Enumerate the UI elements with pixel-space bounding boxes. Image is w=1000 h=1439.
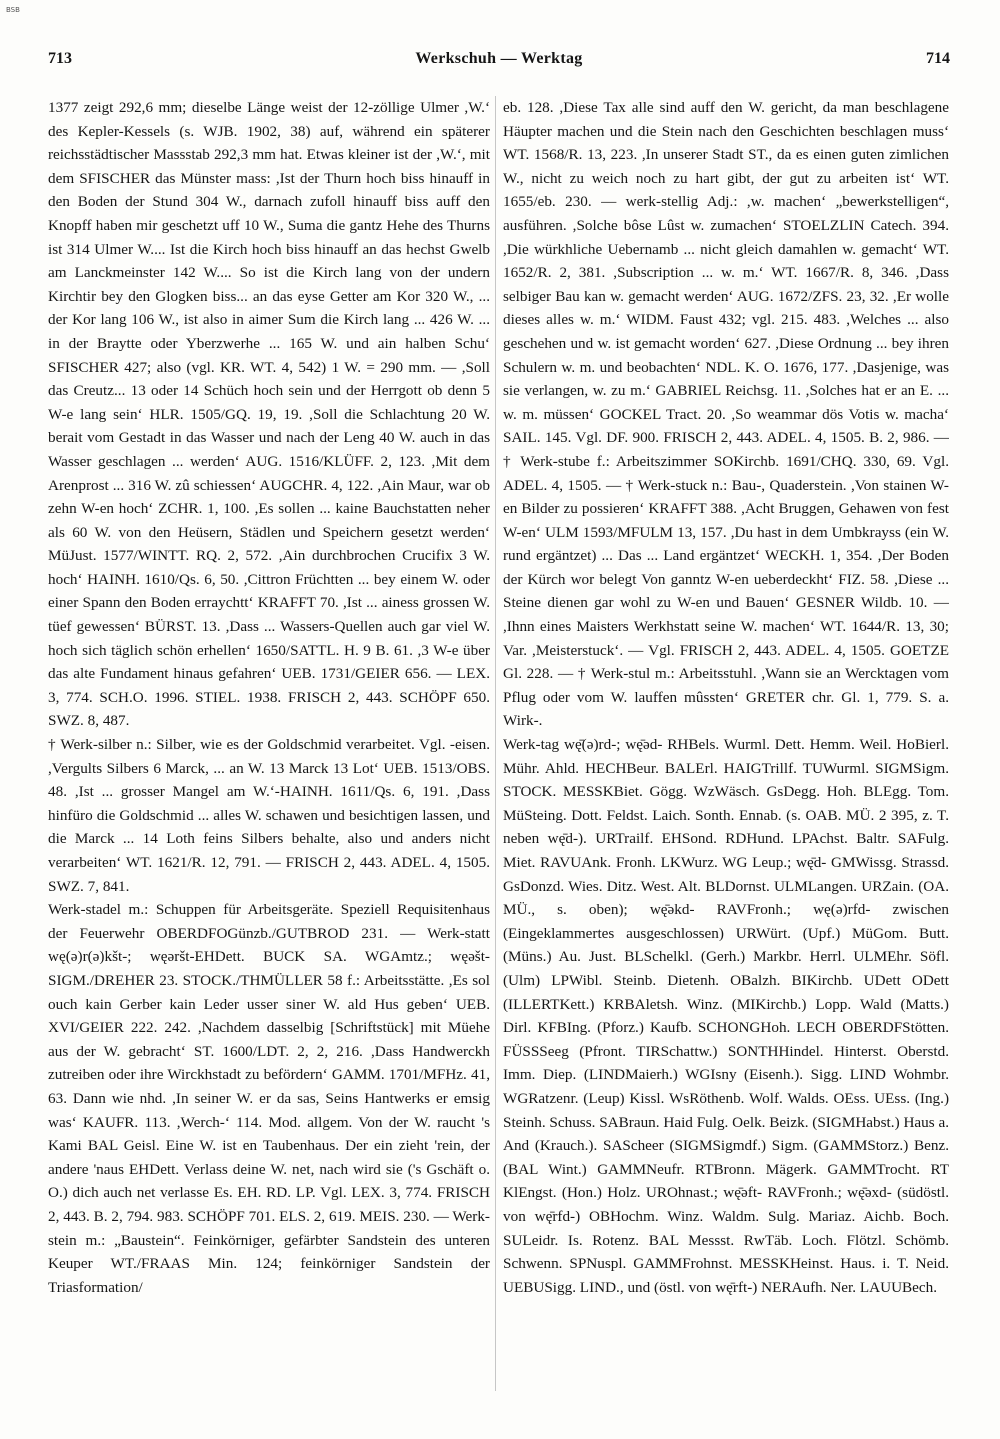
running-title: Werkschuh — Werktag: [415, 50, 583, 67]
page-header: [48, 50, 950, 74]
entry-werk-silber: † Werk-silber n.: Silber, wie es der Goldschmid verarbeitet. Vgl. -eisen. ,Vergults Silbers 6 Marck, ... an W. 13 Marck 13 Lot‘ UEB. 1513/OBS. 48. ,Ist ... grosser Mangel am W.‘-HAINH. 1611/Qs. 6, 191. ,Dass hinfüro die Goldschmid ... alles W. schawen und besichtigen lassen, und die Marck ... 14 Loth feins Silbers behalte, also und anders nicht verarbeiten‘ WT. 1621/R. 12, 791. — FRISCH 2, 443. ADEL. 4, 1505. SWZ. 7, 841.: [48, 736, 490, 895]
entry-werk-stadel: Werk-stadel m.: Schuppen für Arbeitsgeräte. Speziell Requisitenhaus der Feuerwehr OBERDFOGünzb./GUTBROD 231. — Werk-statt wę(ə)r(ə)kšt-; węəršt-EHDett. BUCK SA. WGAmtz.; węəšt- SIGM./DREHER 23. STOCK./THMÜLLER 58 f.: Arbeitsstätte. ,Es sol ouch kain Gerber kain Leder usser siner W. ald Hus geben‘ UEB. XVI/GEIER 222. 242. ,Nachdem dasselbig [Schriftstück] mit Müehe aus der W. gebracht‘ ST. 1600/LDT. 2, 2, 216. ,Dass Handwerckh zutreiben oder ihre Wirckhstadt zu befördern‘ GAMM. 1701/MFHz. 41, 63. Dann wie nhd. ,In seiner W. er da sas, Seins Hantwerks er emsig was‘ KAUFR. 113. ,Werch-‘ 114. Mod. allgem. Von der W. raucht 's Kami BAL Geisl. Eine W. ist en Taubenhaus. Der ein zieht 'rein, der andere 'naus EHDett. Verlass deine W. net, nach wird sie ('s Gschäft o. O.) dich auch net verlasse Es. EH. RD. LP. Vgl. LEX. 3, 774. FRISCH 2, 443. B. 2, 794. 983. SCHÖPF 701. ELS. 2, 619. MEIS. 230. — Werk-stein m.: „Baustein“. Feinkörniger, gefärbter Sandstein des unteren Keuper WT./FRAAS Min. 124; feinkörniger Sandstein der Triasformation/: [48, 901, 490, 1296]
left-column: [48, 96, 490, 1391]
entry-werkschuh-continuation: 1377 zeigt 292,6 mm; dieselbe Länge weist der 12-zöllige Ulmer ,W.‘ des Kepler-Kessels (s. WJB. 1902, 38) auf, während ein späterer reichsstädtischer Massstab 292,3 mm hat. Etwas kleiner ist der ,W.‘, mit dem SFISCHER das Münster mass: ,Ist der Thurn hoch biss hinauff in den Boden der Stund 304 W., darnach zufoll hinauff biss auff den Knopff haben mir geschetzt uff 10 W., Suma die gantz Hehe des Thurns ist 314 Ulmer W.... Ist die Kirch hoch biss hinauff an das hechst Gwelb am Lanckmeinster 142 W.... So ist die Kirch lang von der undern Kirchtir bey den Glogken biss... an das eyse Getter am Kor 320 W., ... der Kor lang 106 W., ist also in aimer Sum die Kirch lang ... 426 W. ... in der Braytte oder Yberzwerhe ... 165 W. und ain halben Schu‘ SFISCHER 427; also (vgl. KR. WT. 4, 542) 1 W. = 290 mm. — ,Soll das Creutz... 13 oder 14 Schüch hoch sein und der Herrgott ob denn 5 W-e lang sein‘ HLR. 1505/GQ. 19, 19. ,Soll die Schlachtung 20 W. berait vom Gestadt in das Wasser und nach der Leng 40 W. auch in das Wasser geschlagen ... werden‘ AUG. 1516/KLÜFF. 2, 123. ,Mit dem Arenprost ... 316 W. zû schiessen‘ AUGCHR. 4, 122. ,Ain Maur, war ob zehn W-en hoch‘ ZCHR. 1, 100. ,Es sollen ... kaine Bauchstatten neher als 60 W. von den Heüsern, Städlen und Speichern gesetzt werden‘ MüJust. 1577/WINTT. RQ. 2, 572. ,Ain durchbrochen Crucifix 3 W. hoch‘ HAINH. 1610/Qs. 6, 50. ,Cittron Früchtten ... bey einem W. oder einer Spann den Boden erraychtt‘ KRAFFT 70. ,Ist ... ainess grossen W. tüef gewessen‘ BÜRST. 13. ,Dass ... Wassers-Quellen auch gar viel W. hoch sich täglich schön erhellen‘ 1650/SATTL. H. 9 B. 61. ,3 W-e über das alte Fundament hinaus gefahren‘ UEB. 1731/GEIER 656. — LEX. 3, 774. SCH.O. 1996. STIEL. 1938. FRISCH 2, 443. SCHÖPF 650. SWZ. 8, 487.: [48, 99, 490, 730]
page-number-right: 714: [926, 50, 950, 67]
page-number-left: 713: [48, 50, 72, 67]
entry-werk-tag: Werk-tag wę̄(ə)rd-; wę̄əd- RHBels. Wurml. Dett. Hemm. Weil. HoBierl. Mühr. Ahld. HECHBeur. BALErl. HAIGTrillf. TUWurml. SIGMSigm. STOCK. MESSKBiet. Gögg. WzWäsch. GsDegg. Hoh. BLEgg. Tom. MüSteing. Dott. Feldst. Laich. Sonth. Ennab. (s. OAB. MÜ. 2 395, z. T. neben wę̄d-). URTrailf. EHSond. RDHund. LPAchst. Baltr. SAFulg. Miet. RAVUAnk. Fronh. LKWurz. WG Leup.; wę̄d- GMWissg. Strassd. GsDonzd. Wies. Ditz. West. Alt. BLDornst. ULMLangen. URZain. (OA. MÜ., s. oben); wę̄əkd- RAVFronh.; wę(ə)rfd- zwischen (Eingeklammertes ausgeschlossen) URWürt. (Upf.) MüGom. Butt. (Müns.) Au. Just. BLSchelkl. (Gerh.) Markbr. Herrl. ULMEhr. Söfl. (Ulm) LPWibl. Steinb. Dietenh. OBalzh. BIKirchb. UDett ODett (ILLERTKett.) KRBAletsh. Winz. (MIKirchb.) Lopp. Wald (Matts.) Dirl. KFBIng. (Pforz.) Kaufb. SCHONGHoh. LECH OBERDFStötten. FÜSSSeeg (Pfront. TIRSchattw.) SONTHHindel. Hinterst. Oberstd. Imm. Diep. (LINDMaierh.) WGIsny (Eisenh.). Sigg. LIND Wohmbr. WGRatzenr. (Leup) Kissl. WsRöthenb. Wolf. Walds. OEss. UEss. (Ing.) Steinh. Schuss. SABraun. Haid Fulg. Oelk. Beizk. (SIGMHabst.) Haus a. And (Krauch.). SAScheer (SIGMSigmdf.) Sigm. (GAMMStorz.) Benz. (BAL Wint.) GAMMNeufr. RTBronn. Mägerk. GAMMTrocht. RT KlEngst. (Hon.) Holz. UROhnast.; wę̄əft- RAVFronh.; wę̄əxd- (südöstl. von wę̄rfd-) OBHochm. Winz. Waldm. Sulg. Mariaz. Aichb. Boch. SULeidr. Is. Rotenz. BAL Messst. RwTäb. Loch. Flötzl. Schömb. Schwenn. SPNuspl. GAMMFrohnst. MESSKHeinst. Haus. i. T. Neid. UEBUSigg. LIND., und (östl. von wę̄rft-) NERAufh. Ner. LAUUBech.: [503, 736, 949, 1296]
right-column: [503, 96, 949, 1391]
entry-werkstein-continuation: eb. 128. ,Diese Tax alle sind auff den W. gericht, da man beschlagene Häupter machen und die Stein nach den Geschichten beschlagen muss‘ WT. 1568/R. 13, 223. ,In unserer Stadt ST., da es einen guten zimlichen W., nicht zu weich noch zu hart gibt, der gut zu arbeiten ist‘ WT. 1655/eb. 230. — werk-stellig Adj.: ,w. machen‘ „bewerkstelligen“, ausführen. ,Solche bôse Lûst w. zumachen‘ STOELZLIN Catech. 394. ,Die würkhliche Uebernamb ... nicht gleich damahlen w. gemacht‘ WT. 1652/R. 2, 381. ,Subscription ... w. m.‘ WT. 1667/R. 8, 346. ,Dass selbiger Bau kan w. gemacht werden‘ AUG. 1672/ZFS. 23, 32. ,Er wolle dieses alles w. m.‘ WIDM. Faust 432; vgl. 215. 483. ,Welches ... also geschehen und w. ist gemacht worden‘ 627. ,Diese Ordnung ... bey ihren Schulern w. m. und beobachten‘ NDL. K. O. 1676, 177. ,Dasjenige, was sie verlangen, w. zu m.‘ GABRIEL Reichsg. 11. ,Solches hat er an E. ... w. m. müssen‘ GOCKEL Tract. 20. ,So weammar dös Votis w. macha‘ SAIL. 145. Vgl. DF. 900. FRISCH 2, 443. ADEL. 4, 1505. B. 2, 986. — † Werk-stube f.: Arbeitszimmer SOKirchb. 1691/CHQ. 330, 69. Vgl. ADEL. 4, 1505. — † Werk-stuck n.: Bau-, Quaderstein. ,Von stainen W-en Bilder zu possieren‘ KRAFFT 388. ,Acht Bruggen, Gehawen von fest W-en‘ ULM 1593/MFULM 13, 157. ,Du hast in dem Umbkrayss (ein W. rund ergäntzet) ... Das ... Land ergäntzet‘ WECKH. 1, 354. ,Der Boden der Kürch wor belegt Von ganntz W-en ueberdeckht‘ FIZ. 58. ,Diese ... Steine dienen gar wohl zu W-en und Bauen‘ GESNER Wildb. 10. — ,Ihnn eines Maisters Werkhstatt seine W. machen‘ WT. 1644/R. 13, 30; Var. ,Meisterstuck‘. — Vgl. FRISCH 2, 443. ADEL. 4, 1505. GOETZE Gl. 228. — † Werk-stul m.: Arbeitsstuhl. ,Wann sie an Wercktagen vom Pflug oder vom W. lauffen mûssten‘ GRETER chr. Gl. 1, 779. S. a. Wirk-.: [503, 99, 949, 730]
library-stamp: BSB: [6, 6, 20, 14]
column-divider: [495, 96, 496, 1391]
